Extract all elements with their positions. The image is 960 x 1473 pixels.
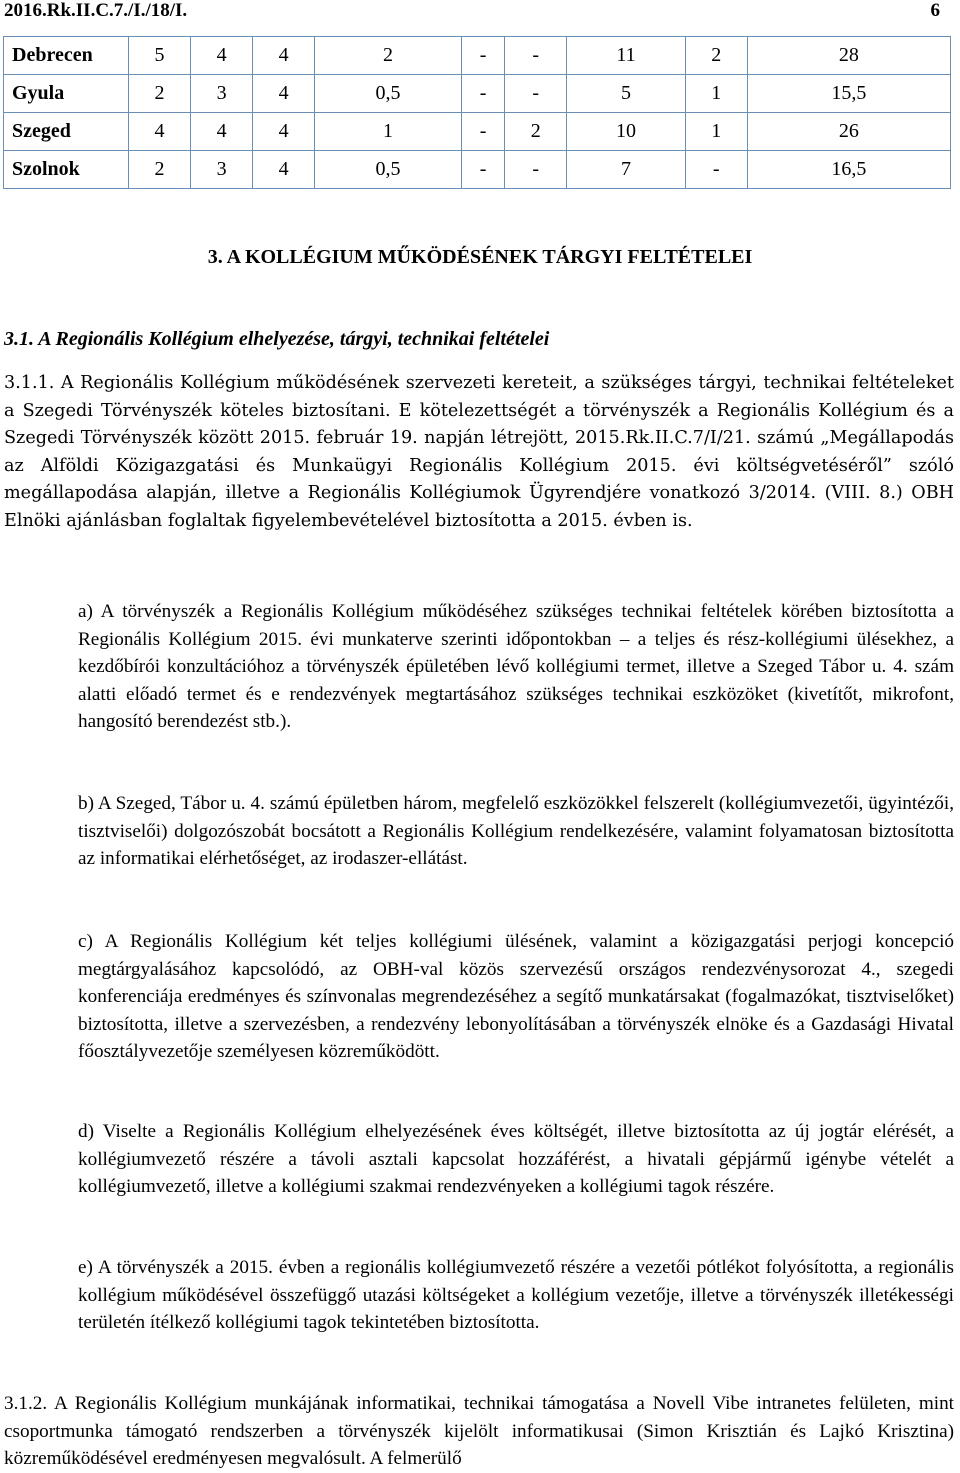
table-row	[4, 113, 951, 151]
table-cell: -	[505, 37, 567, 75]
paragraph-d: d) Viselte a Regionális Kollégium elhelyezésének éves költségét, illetve biztosította az új jogtár elérését, a kollégiumvezető részére a távoli asztali kapcsolat hozzáférést, a hivatali gépjármű igénybe vételét a kollégiumvezető, illetve a kollégiumi szakmai rendezvényeken a kollégiumi tagok részére.	[78, 1121, 954, 1197]
table-cell: 4	[253, 75, 315, 113]
section-subtitle: 3.1. A Regionális Kollégium elhelyezése, tárgyi, technikai feltételei	[4, 328, 550, 350]
table-cell: 2	[315, 37, 462, 75]
table-cell-city: Debrecen	[4, 37, 129, 75]
table-cell: 2	[505, 113, 567, 151]
table-cell: 2	[129, 151, 191, 189]
table-cell: -	[461, 151, 504, 189]
table-cell: -	[685, 151, 747, 189]
page-header	[4, 0, 948, 26]
paragraph-c: c) A Regionális Kollégium két teljes kollégiumi ülésének, valamint a közigazgatási perjogi koncepció megtárgyalásához kapcsolódó, az OBH-val közös szervezésű országos rendezvénysorozat 4., szegedi konferenciája eredményes és színvonalas megrendezéséhez a segítő munkatársakat (fogalmazókat, tisztviselőket) biztosította, illetve a szervezésben, a rendezvény lebonyolításában a törvényszék elnöke és a Gazdasági Hivatal főosztályvezetője személyesen közreműködött.	[78, 931, 954, 1062]
table-cell: 0,5	[315, 151, 462, 189]
table-row	[4, 151, 951, 189]
table-cell: -	[505, 151, 567, 189]
table-cell: 4	[253, 37, 315, 75]
table-row	[4, 37, 951, 75]
table-cell: 4	[191, 37, 253, 75]
table-cell: -	[461, 37, 504, 75]
paragraph-3-1-2: 3.1.2. A Regionális Kollégium munkájának informatikai, technikai támogatása a Novell Vibe intranetes felületen, mint csoportmunka támogató rendszerben a törvényszék kijelölt informatikusai (Simon Krisztián és Lajkó Krisztina) közreműködésével eredményesen megvalósult. A felmerülő	[4, 1393, 954, 1469]
statistics-table	[3, 36, 951, 189]
table-cell: 1	[685, 113, 747, 151]
table-cell: -	[461, 113, 504, 151]
table-cell: 4	[253, 151, 315, 189]
table-cell: 3	[191, 75, 253, 113]
table-cell: 4	[129, 113, 191, 151]
table-cell: 0,5	[315, 75, 462, 113]
table-cell: 1	[685, 75, 747, 113]
table-cell: 15,5	[747, 75, 950, 113]
table-row	[4, 75, 951, 113]
table-cell: 16,5	[747, 151, 950, 189]
table-cell: 2	[685, 37, 747, 75]
paragraph-a: a) A törvényszék a Regionális Kollégium működéséhez szükséges technikai feltételek körében biztosította a Regionális Kollégium 2015. évi munkaterve szerinti időpontokban – a teljes és rész-kollégiumi ülésekhez, a kezdőbírói konzultációhoz a törvényszék épületében lévő kollégiumi termet, illetve a Szeged Tábor u. 4. szám alatti előadó termet és e rendezvények megtartásához szükséges technikai eszközöket (kivetítőt, mikrofont, hangosító berendezést stb.).	[78, 601, 954, 732]
page-number: 6	[930, 0, 940, 21]
table-cell: 11	[567, 37, 685, 75]
table-cell: 28	[747, 37, 950, 75]
table-cell: 3	[191, 151, 253, 189]
paragraph-b: b) A Szeged, Tábor u. 4. számú épületben három, megfelelő eszközökkel felszerelt (kollégiumvezetői, ügyintézői, tisztviselői) dolgozószobát bocsátott a Regionális Kollégium rendelkezésére, valamint folyamatosan biztosította az informatikai elérhetőséget, az irodaszer-ellátást.	[78, 793, 954, 869]
table-cell: -	[505, 75, 567, 113]
document-id: 2016.Rk.II.C.7./I./18/I.	[4, 0, 188, 21]
paragraph-e: e) A törvényszék a 2015. évben a regionális kollégiumvezető részére a vezetői pótlékot folyósította, a regionális kollégium működésével összefüggő utazási költségeket a kollégium vezetője, illetve a törvényszék illetékességi területén ítélkező kollégiumi tagok tekintetében biztosította.	[78, 1257, 954, 1333]
table-cell: 2	[129, 75, 191, 113]
table-cell: -	[461, 75, 504, 113]
table-cell: 10	[567, 113, 685, 151]
table-cell: 7	[567, 151, 685, 189]
table-cell-city: Szeged	[4, 113, 129, 151]
table-cell: 5	[567, 75, 685, 113]
table-cell: 4	[191, 113, 253, 151]
table-cell-city: Szolnok	[4, 151, 129, 189]
table-cell: 5	[129, 37, 191, 75]
paragraph-3-1-1: 3.1.1. A Regionális Kollégium működésének szervezeti kereteit, a szükséges tárgyi, technikai feltételeket a Szegedi Törvényszék köteles biztosítani. E kötelezettségét a törvényszék a Regionális Kollégium és a Szegedi Törvényszék között 2015. február 19. napján létrejött, 2015.Rk.II.C.7/I/21. számú „Megállapodás az Alföldi Közigazgatási és Munkaügyi Regionális Kollégium 2015. évi költségvetéséről” szóló megállapodása alapján, illetve a Regionális Kollégiumok Ügyrendjére vonatkozó 3/2014. (VIII. 8.) OBH Elnöki ajánlásban foglaltak figyelembevételével biztosította a 2015. évben is.	[4, 373, 954, 531]
table-cell-city: Gyula	[4, 75, 129, 113]
table-cell: 1	[315, 113, 462, 151]
table-cell: 4	[253, 113, 315, 151]
table-cell: 26	[747, 113, 950, 151]
section-title: 3. A KOLLÉGIUM MŰKÖDÉSÉNEK TÁRGYI FELTÉTELEI	[207, 246, 753, 268]
